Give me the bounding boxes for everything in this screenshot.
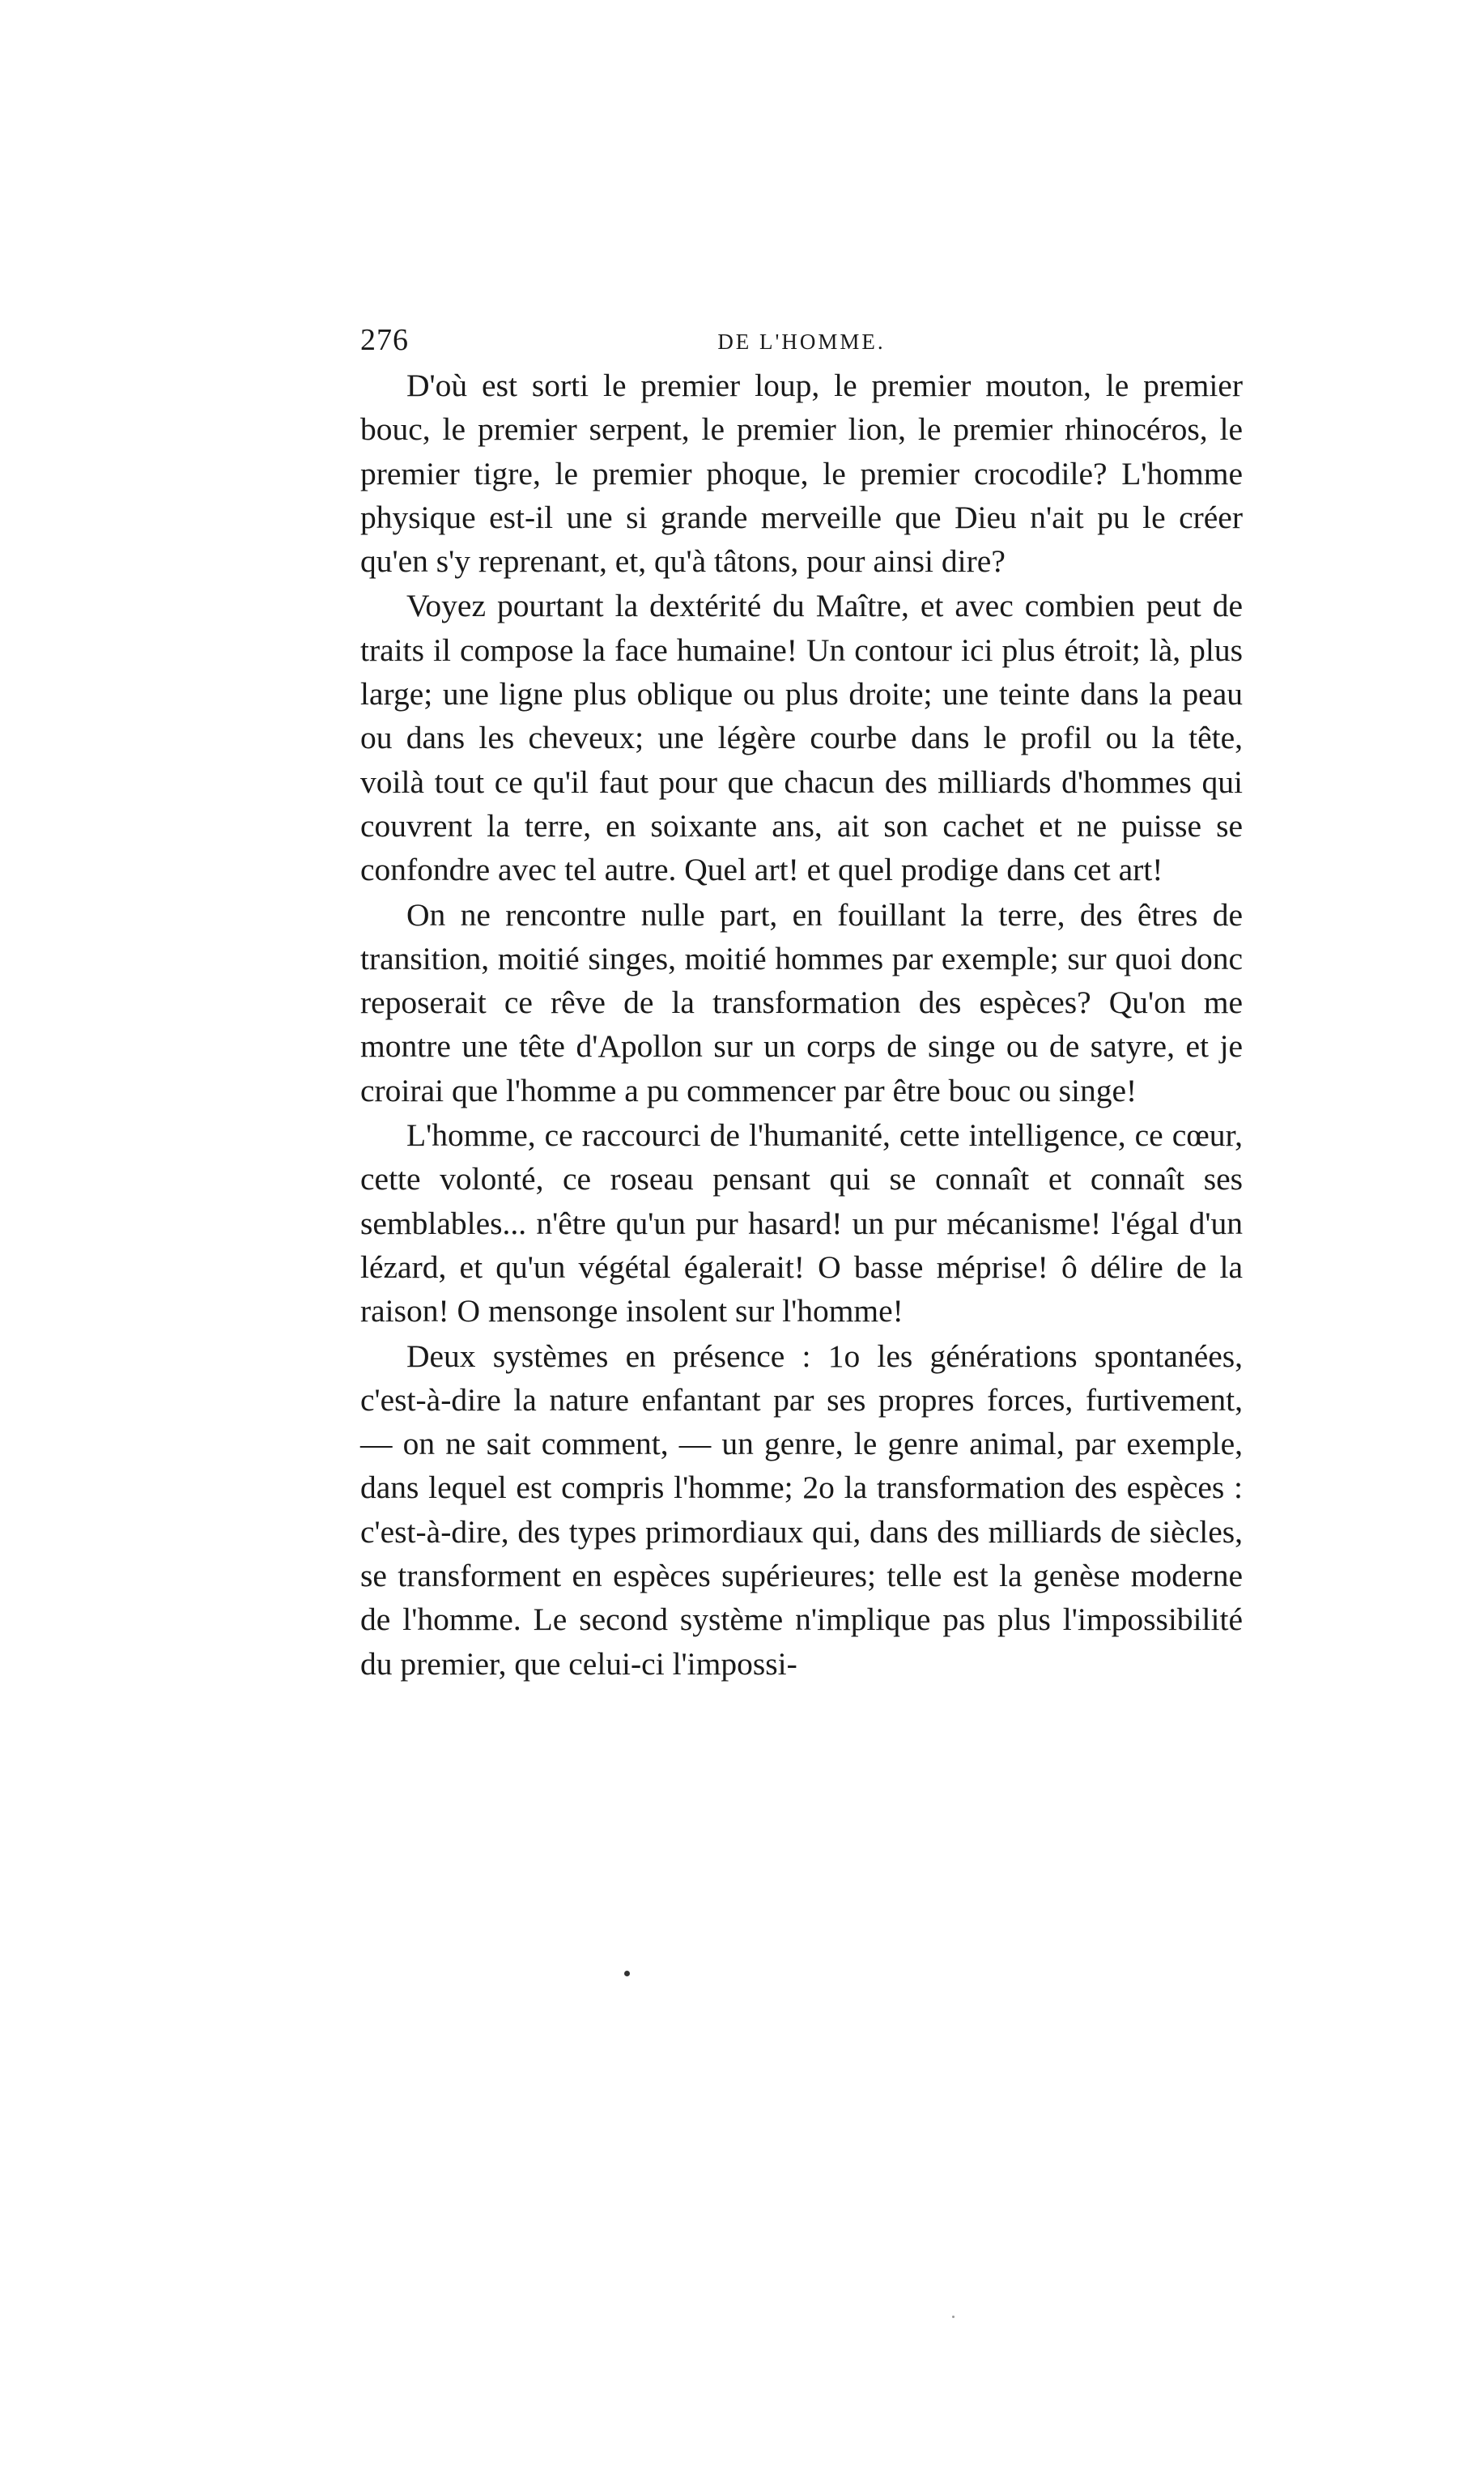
running-title: DE L'HOMME. <box>717 330 886 354</box>
running-head <box>360 320 1243 360</box>
paragraph: Deux systèmes en présence : 1o les générations spontanées, c'est-à-dire la nature enfantant par ses propres forces, furtivement, — on ne sait comment, — un genre, le genre animal, par exemple, dans lequel est compris l'homme; 2o la transformation des espèces : c'est-à-dire, des types primordiaux qui, dans des milliards de siècles, se transforment en espèces supérieures; telle est la genèse moderne de l'homme. Le second système n'implique pas plus l'impossibilité du premier, que celui-ci l'impossi- <box>360 1338 1243 1682</box>
body-text <box>360 364 1243 1686</box>
page-number: 276 <box>360 323 409 357</box>
paragraph: L'homme, ce raccourci de l'humanité, cette intelligence, ce cœur, cette volonté, ce roseau pensant qui se connaît et connaît ses semblables... n'être qu'un pur hasard! un pur mécanisme! l'égal d'un lézard, et qu'un végétal égalerait! O basse méprise! ô délire de la raison! O mensonge insolent sur l'homme! <box>360 1117 1243 1329</box>
paragraph: On ne rencontre nulle part, en fouillant la terre, des êtres de transition, moitié singes, moitié hommes par exemple; sur quoi donc reposerait ce rêve de la transformation des espèces? Qu'on me montre une tête d'Apollon sur un corps de singe ou de satyre, et je croirai que l'homme a pu commencer par être bouc ou singe! <box>360 896 1243 1108</box>
ink-speck <box>952 2316 955 2318</box>
ink-speck <box>624 1971 630 1976</box>
paragraph: Voyez pourtant la dextérité du Maître, et avec combien peut de traits il compose la face humaine! Un contour ici plus étroit; là, plus large; une ligne plus oblique ou plus droite; une teinte dans la peau ou dans les cheveux; une légère courbe dans le profil ou la tête, voilà tout ce qu'il faut pour que chacun des milliards d'hommes qui couvrent la terre, en soixante ans, ait son cachet et ne puisse se confondre avec tel autre. Quel art! et quel prodige dans cet art! <box>360 588 1243 888</box>
paragraph: D'où est sorti le premier loup, le premier mouton, le premier bouc, le premier serpent, le premier lion, le premier rhinocéros, le premier tigre, le premier phoque, le premier crocodile? L'homme physique est-il une si grande merveille que Dieu n'ait pu le créer qu'en s'y reprenant, et, qu'à tâtons, pour ainsi dire? <box>360 368 1243 580</box>
